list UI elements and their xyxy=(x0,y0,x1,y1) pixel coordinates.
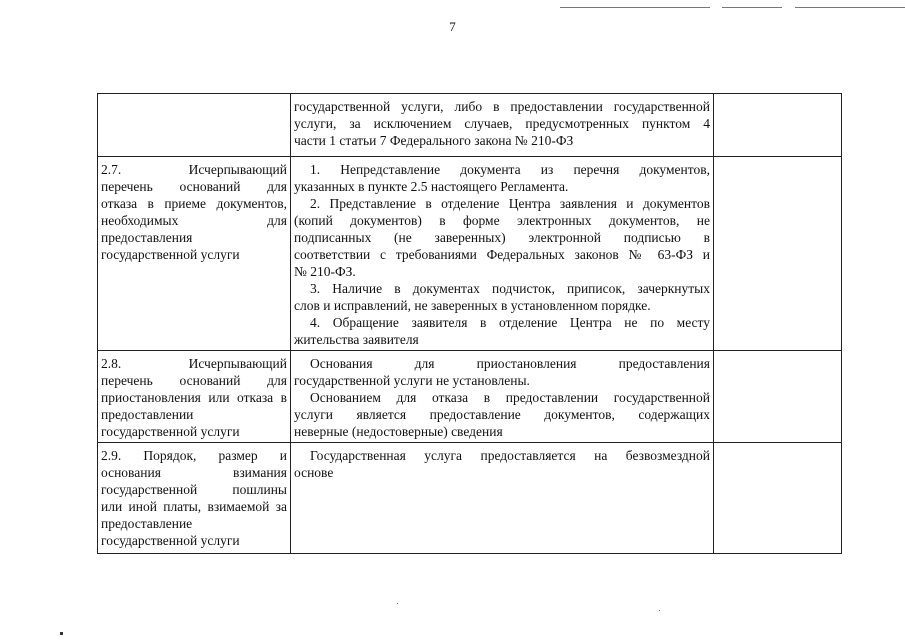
table-row-continuation xyxy=(98,94,842,157)
label-line: перечень оснований для xyxy=(101,373,287,388)
description-line: Основания для приостановления предоставления xyxy=(310,356,710,371)
description-paragraph xyxy=(294,355,710,372)
label-line: государственной услуги xyxy=(101,533,240,548)
description-line: основе xyxy=(294,465,334,480)
label-line: государственной услуги xyxy=(101,424,240,439)
description-line: услуги является предоставление документов, содержащих xyxy=(294,407,710,422)
description-line: подписанных (не заверенных) электронной подписью в xyxy=(294,230,710,245)
label-line: предоставления xyxy=(101,230,193,245)
row-description-cell xyxy=(291,157,714,351)
table-row-2-9 xyxy=(98,443,842,554)
table-row-2-7 xyxy=(98,157,842,351)
scan-speck xyxy=(397,603,398,604)
label-line: или иной платы, взимаемой за xyxy=(101,499,287,514)
label-line: государственной пошлины xyxy=(101,482,287,497)
description-line: Государственная услуга предоставляется на безвозмездной xyxy=(310,448,710,463)
row-notes-cell xyxy=(714,351,842,443)
row-label-cell xyxy=(98,443,291,554)
header-rule xyxy=(722,7,782,8)
label-line: отказа в приеме документов, xyxy=(101,196,287,211)
label-line: 2.9. Порядок, размер и xyxy=(101,448,287,463)
label-line: основания взимания xyxy=(101,465,287,480)
header-rule xyxy=(795,7,905,8)
row-label-cell xyxy=(98,351,291,443)
row-notes-cell xyxy=(714,443,842,554)
description-line: государственной услуги, либо в предоставлении государственной xyxy=(294,99,710,114)
label-line: предоставлении xyxy=(101,407,194,422)
description-paragraph xyxy=(294,161,710,178)
row-description-cell xyxy=(291,443,714,554)
description-line: жительства заявителя xyxy=(294,332,419,347)
label-line: 2.8. Исчерпывающий xyxy=(101,356,287,371)
description-line: 4. Обращение заявителя в отделение Центра не по месту xyxy=(310,315,710,330)
label-line: 2.7. Исчерпывающий xyxy=(101,162,287,177)
row-description-cell xyxy=(291,351,714,443)
description-line: 1. Непредставление документа из перечня документов, xyxy=(310,162,710,177)
description-line: указанных в пункте 2.5 настоящего Регламента. xyxy=(294,179,569,194)
description-line: 3. Наличие в документах подчисток, приписок, зачеркнутых xyxy=(310,281,710,296)
scan-speck xyxy=(60,632,63,635)
scan-speck xyxy=(659,610,660,611)
description-line: части 1 статьи 7 Федерального закона № 210-ФЗ xyxy=(294,133,574,148)
row-label-cell xyxy=(98,94,291,157)
row-notes-cell xyxy=(714,94,842,157)
label-line: приостановления или отказа в xyxy=(101,390,287,405)
description-line: 2. Представление в отделение Центра заявления и документов xyxy=(310,196,710,211)
description-line: Основанием для отказа в предоставлении государственной xyxy=(310,390,710,405)
row-description-cell xyxy=(291,94,714,157)
description-paragraph xyxy=(294,314,710,331)
description-line: (копий документов) в форме электронных документов, не xyxy=(294,213,710,228)
label-line: предоставление xyxy=(101,516,193,531)
description-line: соответствии с требованиями Федеральных законов № 63-ФЗ и xyxy=(294,247,710,262)
table-row-2-8 xyxy=(98,351,842,443)
description-line: государственной услуги не установлены. xyxy=(294,373,530,388)
description-paragraph xyxy=(294,195,710,212)
description-paragraph xyxy=(294,280,710,297)
description-line: услуги, за исключением случаев, предусмотренных пунктом 4 xyxy=(294,116,710,131)
description-paragraph xyxy=(294,447,710,464)
description-line: № 210-ФЗ. xyxy=(294,264,356,279)
regulation-table xyxy=(97,93,842,554)
page-number: 7 xyxy=(449,19,456,34)
label-line: государственной услуги xyxy=(101,247,240,262)
description-line: неверные (недостоверные) сведения xyxy=(294,424,503,439)
header-rule xyxy=(560,7,710,8)
description-line: слов и исправлений, не заверенных в установленном порядке. xyxy=(294,298,651,313)
description-paragraph xyxy=(294,389,710,406)
row-label-cell xyxy=(98,157,291,351)
row-notes-cell xyxy=(714,157,842,351)
label-line: необходимых для xyxy=(101,213,287,228)
label-line: перечень оснований для xyxy=(101,179,287,194)
